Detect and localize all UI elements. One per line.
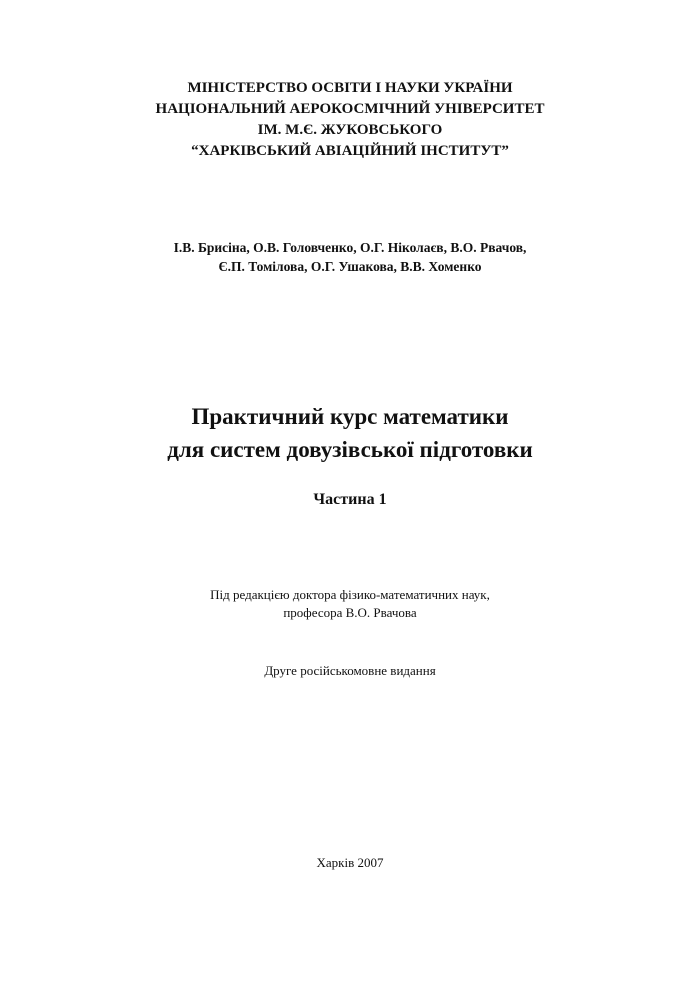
edition-note: Друге російськомовне видання (264, 663, 436, 678)
institution-line-institute: “ХАРКІВСЬКИЙ АВІАЦІЙНИЙ ІНСТИТУТ” (191, 143, 509, 159)
authors-line-1: І.В. Брисіна, О.В. Головченко, О.Г. Ніколаєв, В.О. Рвачов, (173, 240, 527, 255)
editor-line-1: Під редакцією доктора фізико-математичних наук, (210, 587, 490, 602)
place-and-year: Харків 2007 (316, 855, 384, 870)
authors-block (0, 238, 700, 276)
editor-line-2: професора В.О. Рвачова (283, 605, 417, 620)
book-title-line-1: Практичний курс математики (191, 404, 509, 429)
institution-line-ministry: МІНІСТЕРСТВО ОСВІТИ І НАУКИ УКРАЇНИ (187, 80, 513, 96)
book-title-line-2: для систем довузівської підготовки (167, 437, 533, 462)
part-label: Частина 1 (313, 491, 387, 508)
institution-header (0, 78, 700, 162)
editor-note (0, 586, 700, 622)
authors-line-2: Є.П. Томілова, О.Г. Ушакова, В.В. Хоменко (218, 259, 482, 274)
institution-line-university: НАЦІОНАЛЬНИЙ АЕРОКОСМІЧНИЙ УНІВЕРСИТЕТ (155, 101, 545, 117)
institution-line-named-after: ІМ. М.Є. ЖУКОВСЬКОГО (257, 122, 443, 138)
book-title (0, 400, 700, 466)
